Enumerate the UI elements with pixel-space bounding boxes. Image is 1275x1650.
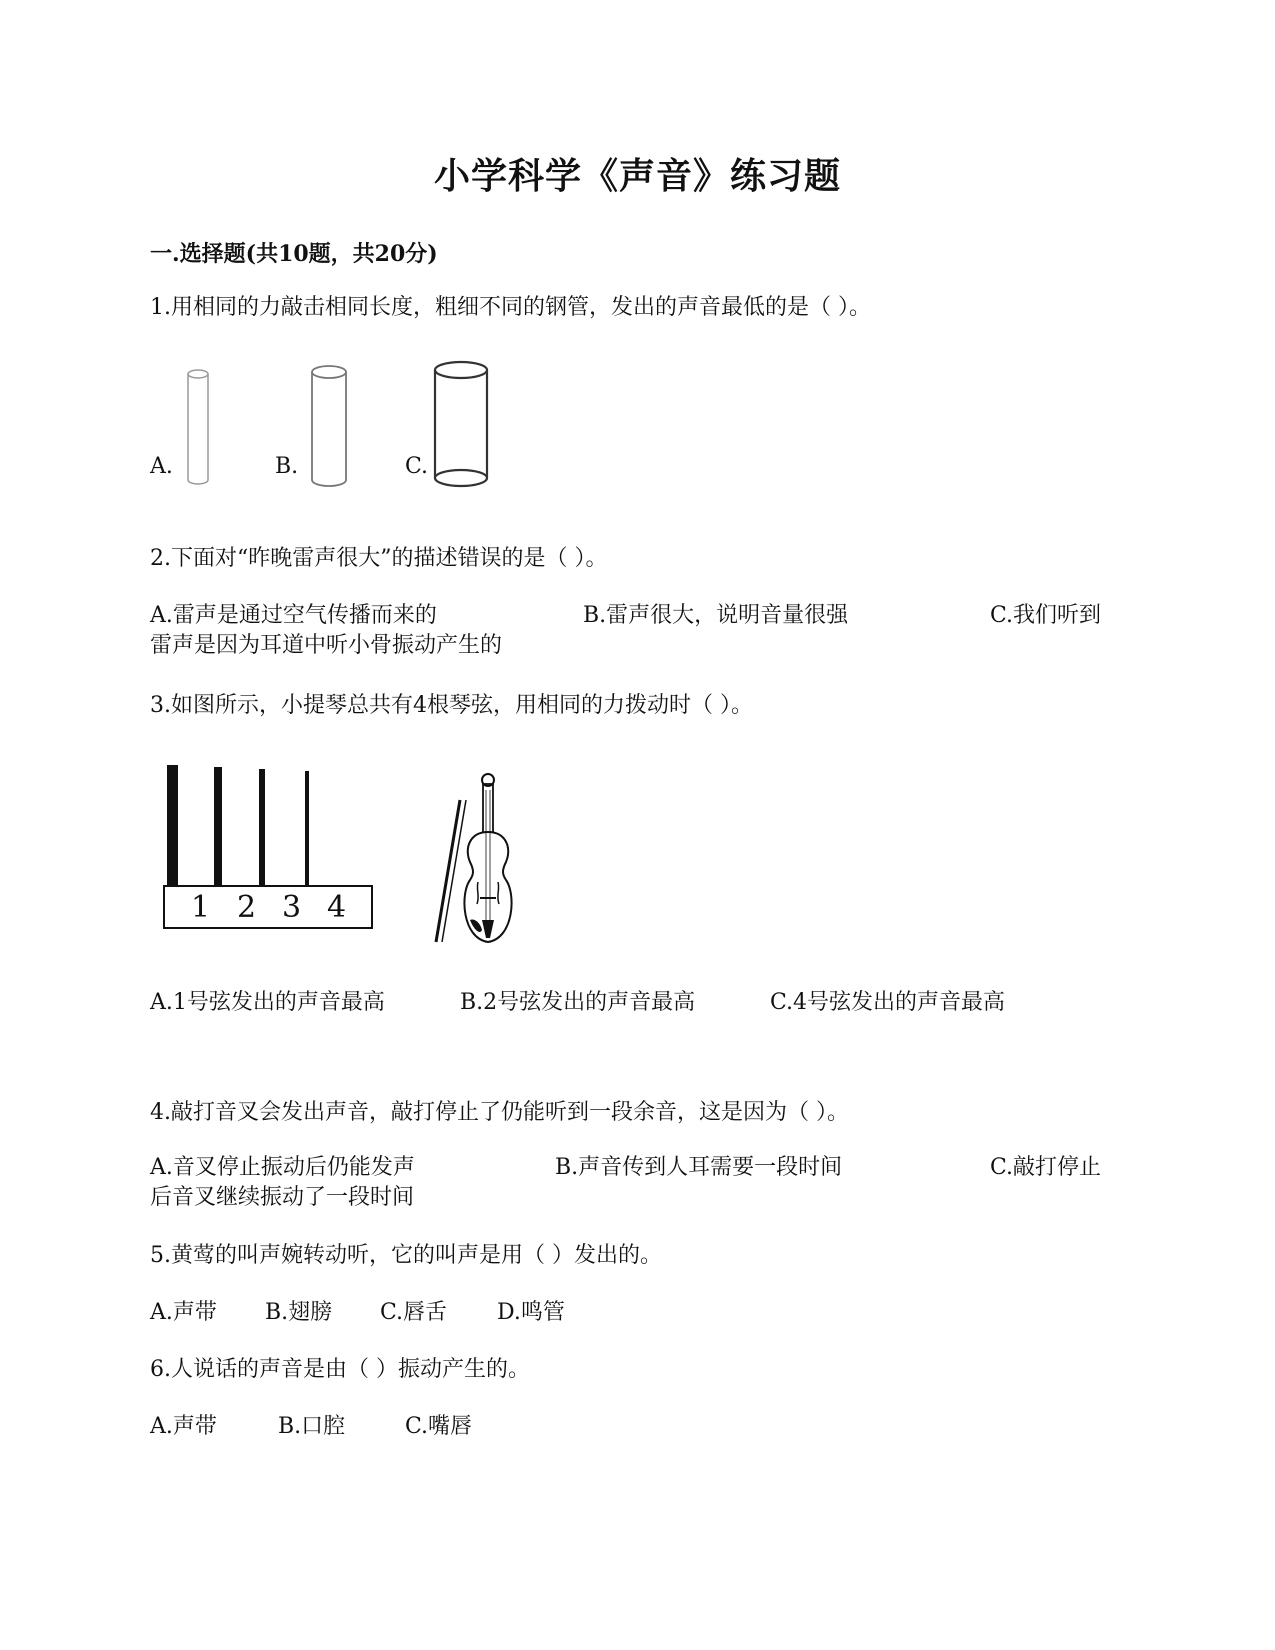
question-4-option-a[interactable]: A.音叉停止振动后仍能发声 bbox=[150, 1155, 415, 1180]
question-3-option-b[interactable]: B.2号弦发出的声音最高 bbox=[460, 990, 696, 1015]
question-3-option-a[interactable]: A.1号弦发出的声音最高 bbox=[150, 990, 385, 1015]
violin-icon bbox=[430, 770, 530, 950]
question-2-option-c[interactable]: C.我们听到 bbox=[990, 603, 1102, 628]
page-title: 小学科学《声音》练习题 bbox=[433, 155, 841, 197]
string-label-2: 2 bbox=[237, 890, 257, 925]
section-heading: 一.选择题(共10题，共20分) bbox=[150, 241, 438, 267]
question-3-option-c[interactable]: C.4号弦发出的声音最高 bbox=[770, 990, 1006, 1015]
question-5-option-c[interactable]: C.唇舌 bbox=[380, 1300, 448, 1325]
question-4-stem: 4.敲打音叉会发出声音，敲打停止了仍能听到一段余音，这是因为（ ）。 bbox=[150, 1100, 849, 1125]
question-6-option-a[interactable]: A.声带 bbox=[150, 1414, 217, 1439]
question-1-option-b-label[interactable]: B. bbox=[275, 454, 299, 479]
question-6-option-b[interactable]: B.口腔 bbox=[278, 1414, 346, 1439]
question-5-option-b[interactable]: B.翅膀 bbox=[265, 1300, 333, 1325]
question-2-option-c-continuation: 雷声是因为耳道中听小骨振动产生的 bbox=[150, 633, 503, 658]
thin-pipe-image bbox=[183, 368, 213, 488]
question-5-option-a[interactable]: A.声带 bbox=[150, 1300, 217, 1325]
question-6-option-c[interactable]: C.嘴唇 bbox=[405, 1414, 473, 1439]
question-4-option-c-continuation: 后音叉继续振动了一段时间 bbox=[150, 1185, 415, 1210]
string-label-4: 4 bbox=[327, 890, 347, 925]
question-1-option-a-label[interactable]: A. bbox=[150, 454, 173, 479]
medium-pipe-image bbox=[308, 364, 350, 490]
question-3-stem: 3.如图所示，小提琴总共有4根琴弦，用相同的力拨动时（ ）。 bbox=[150, 693, 753, 718]
question-4-option-b[interactable]: B.声音传到人耳需要一段时间 bbox=[555, 1155, 843, 1180]
thick-pipe-image bbox=[432, 360, 490, 490]
question-6-stem: 6.人说话的声音是由（ ）振动产生的。 bbox=[150, 1357, 530, 1382]
question-1-option-c-label[interactable]: C. bbox=[405, 454, 429, 479]
question-2-stem: 2.下面对“昨晚雷声很大”的描述错误的是（ ）。 bbox=[150, 546, 608, 571]
question-5-stem: 5.黄莺的叫声婉转动听，它的叫声是用（ ）发出的。 bbox=[150, 1243, 662, 1268]
string-label-1: 1 bbox=[191, 890, 211, 925]
question-1-stem: 1.用相同的力敲击相同长度，粗细不同的钢管，发出的声音最低的是（ ）。 bbox=[150, 295, 871, 320]
question-2-option-a[interactable]: A.雷声是通过空气传播而来的 bbox=[150, 603, 437, 628]
question-4-option-c[interactable]: C.敲打停止 bbox=[990, 1155, 1102, 1180]
question-5-option-d[interactable]: D.鸣管 bbox=[497, 1300, 565, 1325]
question-2-option-b[interactable]: B.雷声很大，说明音量很强 bbox=[583, 603, 849, 628]
string-label-3: 3 bbox=[282, 890, 302, 925]
